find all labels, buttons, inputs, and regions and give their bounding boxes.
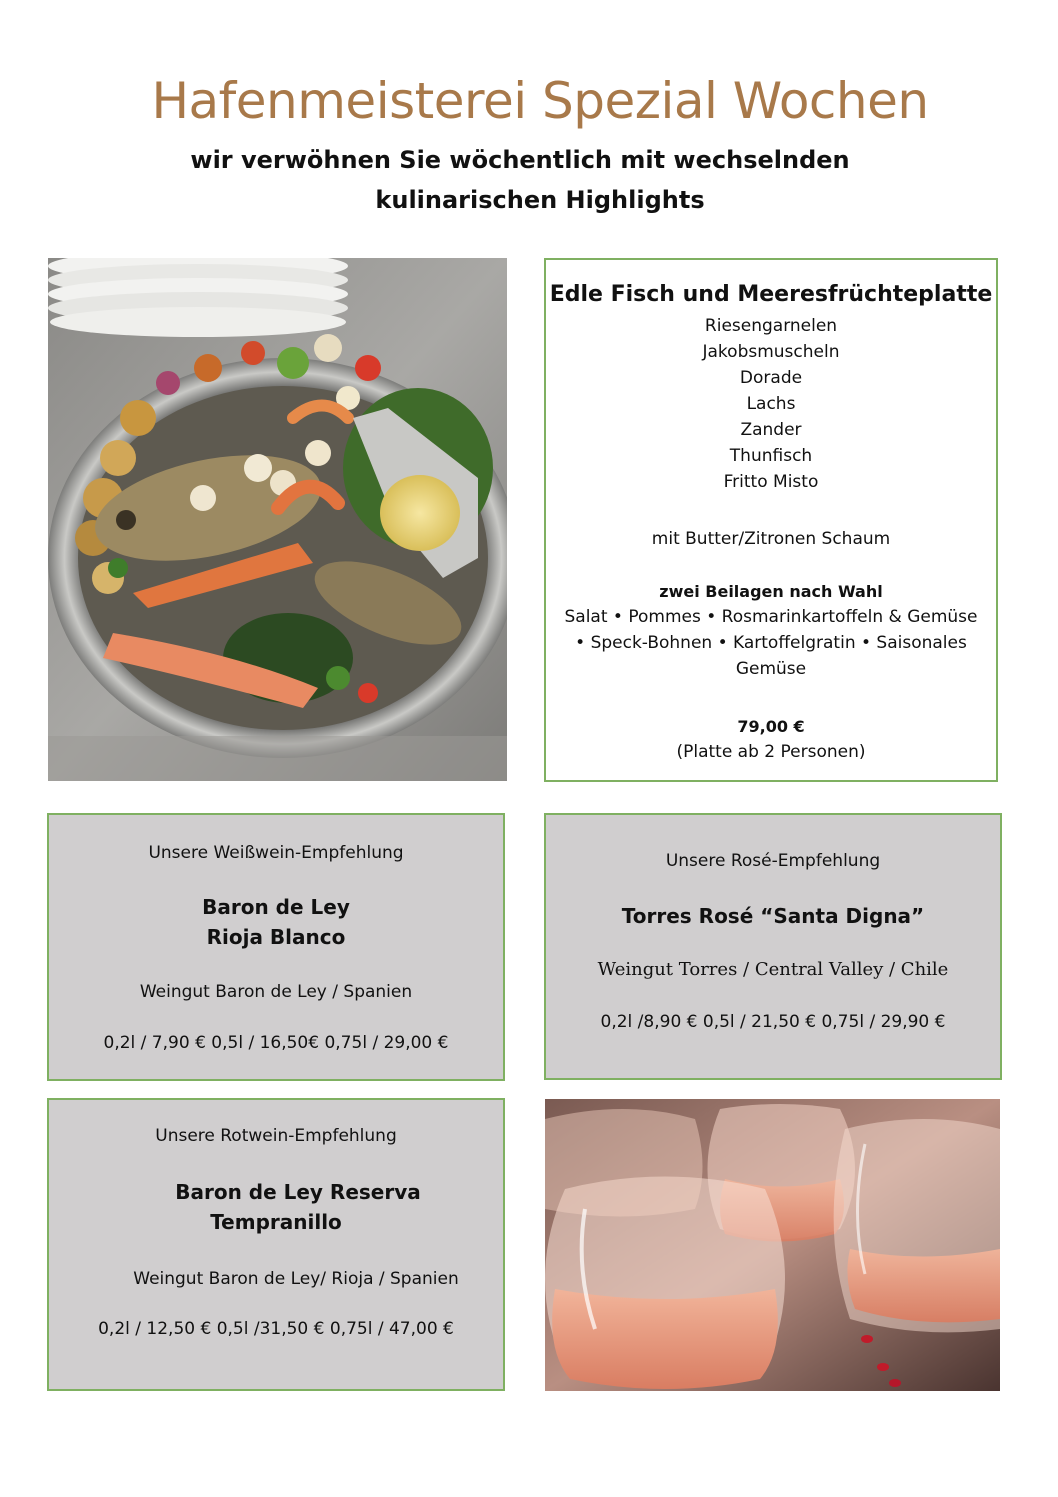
subtitle-line-2: kulinarischen Highlights: [375, 186, 705, 214]
white-wine-card: [47, 813, 505, 1081]
red-wine-name: Tempranillo: [210, 1210, 342, 1234]
white-wine-name: Rioja Blanco: [206, 925, 346, 949]
dish-sauce: mit Butter/Zitronen Schaum: [651, 529, 891, 549]
sides-heading: zwei Beilagen nach Wahl: [659, 582, 883, 601]
dish-item: Thunfisch: [729, 446, 813, 466]
seafood-platter-photo: [48, 258, 507, 781]
dish-item: Jakobsmuscheln: [702, 342, 840, 362]
sides-line: • Speck-Bohnen • Kartoffelgratin • Saisonales: [575, 633, 967, 653]
dish-title: Edle Fisch und Meeresfrüchteplatte: [549, 282, 993, 307]
dish-item: Lachs: [746, 394, 796, 414]
dish-price-note: (Platte ab 2 Personen): [676, 742, 866, 762]
dish-item: Dorade: [739, 368, 803, 388]
page-title: Hafenmeisterei Spezial Wochen: [151, 72, 929, 130]
red-wine-winery: Weingut Baron de Ley/ Rioja / Spanien: [133, 1269, 459, 1289]
rose-wine-label: Unsere Rosé-Empfehlung: [665, 851, 881, 871]
rose-glasses-illustration: [545, 1099, 1000, 1391]
white-wine-label: Unsere Weißwein-Empfehlung: [148, 843, 404, 863]
dish-price: 79,00 €: [737, 717, 805, 736]
white-wine-prices: 0,2l / 7,90 € 0,5l / 16,50€ 0,75l / 29,00 €: [103, 1033, 449, 1053]
sides-line: Salat • Pommes • Rosmarinkartoffeln & Gemüse: [564, 607, 978, 627]
red-wine-name: Baron de Ley Reserva: [175, 1180, 421, 1204]
red-wine-prices: 0,2l / 12,50 € 0,5l /31,50 € 0,75l / 47,00 €: [98, 1319, 454, 1339]
seafood-platter-illustration: [48, 258, 507, 781]
dish-item: Riesengarnelen: [704, 316, 838, 336]
white-wine-winery: Weingut Baron de Ley / Spanien: [139, 982, 413, 1002]
rose-wine-winery: Weingut Torres / Central Valley / Chile: [597, 959, 949, 980]
red-wine-card: [47, 1098, 505, 1391]
rose-wine-prices: 0,2l /8,90 € 0,5l / 21,50 € 0,75l / 29,90 €: [600, 1012, 946, 1032]
dish-item: Fritto Misto: [723, 472, 819, 492]
sides-line: Gemüse: [735, 659, 807, 679]
rose-wine-card: [544, 813, 1002, 1080]
subtitle-line-1: wir verwöhnen Sie wöchentlich mit wechselnden: [190, 146, 850, 174]
rose-glasses-photo: [545, 1099, 1000, 1391]
rose-wine-name: Torres Rosé “Santa Digna”: [621, 904, 925, 928]
red-wine-label: Unsere Rotwein-Empfehlung: [155, 1126, 397, 1146]
white-wine-name: Baron de Ley: [202, 895, 350, 919]
dish-item: Zander: [740, 420, 802, 440]
dish-card: [544, 258, 998, 782]
